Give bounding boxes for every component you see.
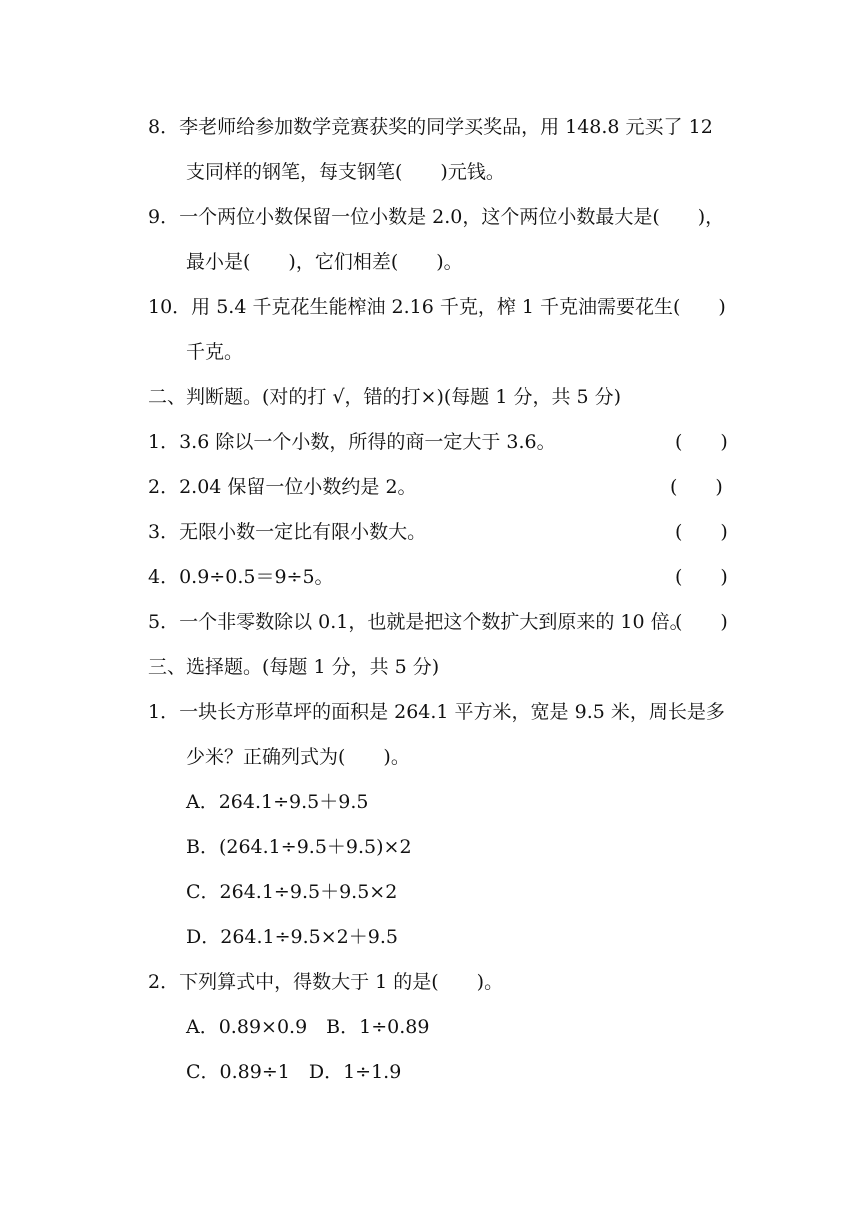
judge-item-1: 1．3.6 除以一个小数，所得的商一定大于 3.6。 ( ): [0, 427, 860, 457]
question-10-line-1: 10．用 5.4 千克花生能榨油 2.16 千克，榨 1 千克油需要花生( ): [148, 296, 726, 318]
answer-blank[interactable]: ( ): [675, 431, 728, 453]
choice-option-c: C．264.1÷9.5＋9.5×2: [186, 881, 398, 903]
answer-blank[interactable]: ( ): [675, 611, 728, 633]
choice-question-2: 2．下列算式中，得数大于 1 的是( )。: [148, 971, 504, 993]
choice-question-2-options-row-2: C．0.89÷1 D．1÷1.9: [186, 1061, 402, 1083]
question-9-line-1: 9．一个两位小数保留一位小数是 2.0，这个两位小数最大是( )，: [148, 206, 725, 228]
answer-blank[interactable]: ( ): [670, 476, 723, 498]
judge-item-3: 3．无限小数一定比有限小数大。 ( ): [0, 517, 860, 547]
answer-blank[interactable]: ( ): [675, 566, 728, 588]
section-heading-judge: 二、判断题。(对的打 √，错的打×)(每题 1 分，共 5 分): [148, 386, 622, 408]
judge-item-4: 4．0.9÷0.5＝9÷5。 ( ): [0, 562, 860, 592]
choice-option-d: D．264.1÷9.5×2＋9.5: [186, 926, 398, 948]
choice-option-a: A．264.1÷9.5＋9.5: [186, 791, 369, 813]
judge-item-2: 2．2.04 保留一位小数约是 2。 ( ): [0, 472, 860, 502]
answer-blank[interactable]: ( ): [675, 521, 728, 543]
question-10-line-2: 千克。: [186, 341, 244, 363]
section-heading-choice: 三、选择题。(每题 1 分，共 5 分): [148, 656, 440, 678]
choice-question-1-line-2: 少米？正确列式为( )。: [186, 746, 410, 768]
choice-option-b: B．(264.1÷9.5＋9.5)×2: [186, 836, 412, 858]
question-8-line-2: 支同样的钢笔，每支钢笔( )元钱。: [186, 161, 505, 183]
question-8-line-1: 8．李老师给参加数学竞赛获奖的同学买奖品，用 148.8 元买了 12: [148, 116, 713, 138]
choice-question-2-options-row-1: A．0.89×0.9 B．1÷0.89: [186, 1016, 430, 1038]
judge-item-5: 5．一个非零数除以 0.1，也就是把这个数扩大到原来的 10 倍。 ( ): [0, 607, 860, 637]
question-9-line-2: 最小是( )，它们相差( )。: [186, 251, 463, 273]
choice-question-1-line-1: 1．一块长方形草坪的面积是 264.1 平方米，宽是 9.5 米，周长是多: [148, 701, 725, 723]
